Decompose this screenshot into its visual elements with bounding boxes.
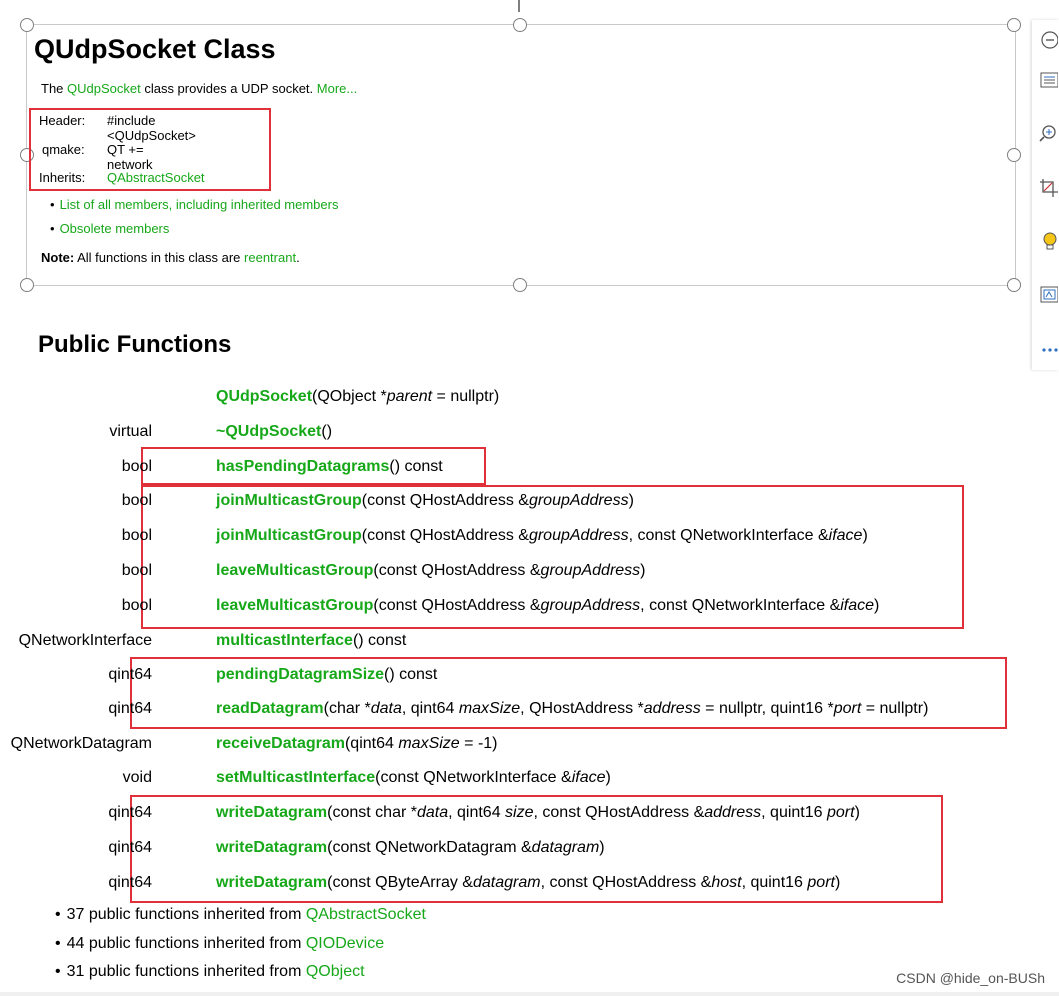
signature-text: , quint16 [741,874,808,891]
signature-text: (const QHostAddress & [373,562,541,579]
all-members-link[interactable]: List of all members, including inherited members [59,197,339,212]
more-options-icon[interactable] [1038,338,1058,360]
signature-text: = -1) [459,735,498,752]
function-link[interactable]: setMulticastInterface [216,769,376,786]
function-link[interactable]: writeDatagram [216,804,328,821]
collapse-icon[interactable] [1038,30,1058,52]
function-row [0,489,1020,513]
class-title: QUdpSocket Class [34,34,276,64]
function-row [0,594,1020,618]
function-link[interactable]: QUdpSocket [216,388,313,405]
function-link[interactable]: readDatagram [216,700,324,717]
signature-text: () const [384,666,438,683]
parameter-name: maxSize [398,735,460,752]
function-link[interactable]: leaveMulticastGroup [216,597,374,614]
function-row [0,836,1020,860]
signature-text: ) [640,562,646,579]
note-label: Note: [41,250,75,265]
return-type: qint64 [108,666,152,683]
return-type: bool [121,458,152,475]
header-value: #include <QUdpSocket> [107,113,196,143]
function-signature [216,766,611,790]
parameter-name: groupAddress [528,527,629,544]
function-link[interactable]: writeDatagram [216,839,328,856]
signature-text: (const QNetworkDatagram & [327,839,532,856]
function-row [0,732,1020,756]
function-signature [216,836,605,860]
signature-text: = nullptr) [861,700,929,717]
signature-text: , const QNetworkInterface & [640,597,841,614]
parameter-name: data [416,804,449,821]
function-row [0,663,1020,687]
signature-text: , qint64 [448,804,506,821]
parameter-name: port [807,874,835,891]
inherited-text: 37 public functions inherited from [66,906,306,923]
brief-prefix: The [41,81,68,96]
signature-text: () [321,423,333,440]
return-type: bool [121,527,152,544]
parameter-name: groupAddress [528,492,629,509]
function-signature [216,420,332,444]
parameter-name: groupAddress [540,562,641,579]
return-type: bool [121,562,152,579]
function-link[interactable]: writeDatagram [216,874,328,891]
brief-suffix: class provides a UDP socket. [140,81,317,96]
function-link[interactable]: ~QUdpSocket [216,423,322,440]
return-type: qint64 [108,874,152,891]
parameter-name: maxSize [458,700,521,717]
function-signature [216,524,868,548]
return-type: bool [121,492,152,509]
function-signature [216,871,840,895]
class-link[interactable]: QUdpSocket [67,81,141,96]
return-type: virtual [109,423,152,440]
function-signature [216,455,443,479]
parameter-name: iface [828,527,863,544]
signature-text: ) [834,874,841,891]
more-link[interactable]: More... [316,81,358,96]
parameter-name: iface [840,597,875,614]
function-row [0,801,1020,825]
signature-text: , const QHostAddress & [540,874,712,891]
parameter-name: port [833,700,862,717]
signature-text: ) [599,839,605,856]
parameter-name: data [370,700,402,717]
alt-text-icon[interactable] [1038,284,1058,306]
zoom-icon[interactable] [1038,123,1058,145]
signature-text: ) [854,804,860,821]
list-item [55,906,426,924]
qmake-label: qmake: [42,142,85,157]
return-type: qint64 [108,839,152,856]
signature-text: (const QHostAddress & [361,527,529,544]
signature-text: (QObject * [312,388,387,405]
return-type: QNetworkDatagram [10,735,152,752]
signature-text: = nullptr) [432,388,500,405]
inherited-text: 31 public functions inherited from [66,963,306,980]
signature-text: , QHostAddress * [520,700,644,717]
resize-handle-top[interactable] [513,18,527,32]
header-label: Header: [39,113,86,128]
signature-text: , quint16 [761,804,827,821]
function-row [0,871,1020,895]
resize-handle-right[interactable] [1007,148,1021,162]
function-link[interactable]: joinMulticastGroup [216,527,362,544]
function-row [0,559,1020,583]
parameter-name: iface [571,769,606,786]
rotation-handle[interactable] [518,0,520,12]
obsolete-members-link[interactable]: Obsolete members [59,221,170,236]
function-row [0,697,1020,721]
signature-text: = nullptr, quint16 * [700,700,834,717]
function-signature [216,629,406,653]
signature-text: () const [352,632,407,649]
function-link[interactable]: pendingDatagramSize [216,666,385,683]
note-text: All functions in this class are [74,250,245,265]
function-signature [216,385,499,409]
resize-handle-bottom-right[interactable] [1007,278,1021,292]
section-title: Public Functions [38,331,232,358]
parameter-name: host [711,874,742,891]
watermark: CSDN @hide_on-BUSh [896,970,1045,986]
return-type: void [122,769,152,786]
list-item [50,221,169,236]
return-type: QNetworkInterface [18,632,152,649]
function-link[interactable]: joinMulticastGroup [216,492,362,509]
inherits-label: Inherits: [39,170,86,185]
layout-options-icon[interactable] [1038,70,1058,92]
function-signature [216,697,928,721]
resize-handle-bottom-left[interactable] [20,278,34,292]
reentrant-link[interactable]: reentrant [244,250,297,265]
reentrant-note [41,250,300,265]
function-row [0,524,1020,548]
return-type: bool [121,597,152,614]
parameter-name: datagram [472,874,541,891]
function-signature [216,732,498,756]
bottom-divider [0,992,1059,996]
function-row [0,629,1020,653]
inherits-link[interactable]: QAbstractSocket [107,170,205,185]
qmake-value: QT += network [107,142,153,172]
list-item [55,935,384,953]
signature-text: ) [862,527,868,544]
parameter-name: port [826,804,855,821]
list-item [55,963,365,981]
class-brief [41,81,357,96]
signature-text: () const [389,458,443,475]
signature-text: (const QHostAddress & [373,597,541,614]
signature-text: (char * [323,700,371,717]
signature-text: (const QNetworkInterface & [375,769,572,786]
signature-text: ) [874,597,880,614]
function-link[interactable]: leaveMulticastGroup [216,562,374,579]
signature-text: ) [628,492,634,509]
note-end: . [296,250,300,265]
signature-text: , const QHostAddress & [533,804,705,821]
signature-text: (qint64 [344,735,399,752]
return-type: qint64 [108,700,152,717]
picture-side-toolbar [1032,20,1059,370]
parameter-name: address [704,804,762,821]
function-signature [216,594,879,618]
function-signature [216,801,860,825]
parameter-name: groupAddress [540,597,641,614]
function-row [0,766,1020,790]
signature-text: ) [605,769,611,786]
signature-text: , const QNetworkInterface & [628,527,829,544]
qobject-link[interactable]: QObject [305,963,365,980]
resize-handle-bottom[interactable] [513,278,527,292]
return-type: qint64 [108,804,152,821]
signature-text: , qint64 [401,700,459,717]
function-signature [216,663,437,687]
inherited-text: 44 public functions inherited from [66,935,306,952]
function-row [0,455,1020,479]
parameter-name: address [643,700,701,717]
parameter-name: datagram [531,839,600,856]
list-item [50,197,338,212]
signature-text: (const QByteArray & [327,874,473,891]
function-row [0,420,1020,444]
parameter-name: size [505,804,534,821]
resize-handle-top-left[interactable] [20,18,34,32]
qabstractsocket-link[interactable]: QAbstractSocket [305,906,426,923]
ideas-icon[interactable] [1038,231,1058,253]
signature-text: (const char * [327,804,417,821]
crop-icon[interactable] [1038,177,1058,199]
function-link[interactable]: hasPendingDatagrams [216,458,390,475]
function-signature [216,489,634,513]
function-row [0,385,1020,409]
signature-text: (const QHostAddress & [361,492,529,509]
function-signature [216,559,646,583]
function-link[interactable]: multicastInterface [216,632,353,649]
resize-handle-top-right[interactable] [1007,18,1021,32]
function-link[interactable]: receiveDatagram [216,735,345,752]
qiodevice-link[interactable]: QIODevice [305,935,385,952]
parameter-name: parent [386,388,433,405]
